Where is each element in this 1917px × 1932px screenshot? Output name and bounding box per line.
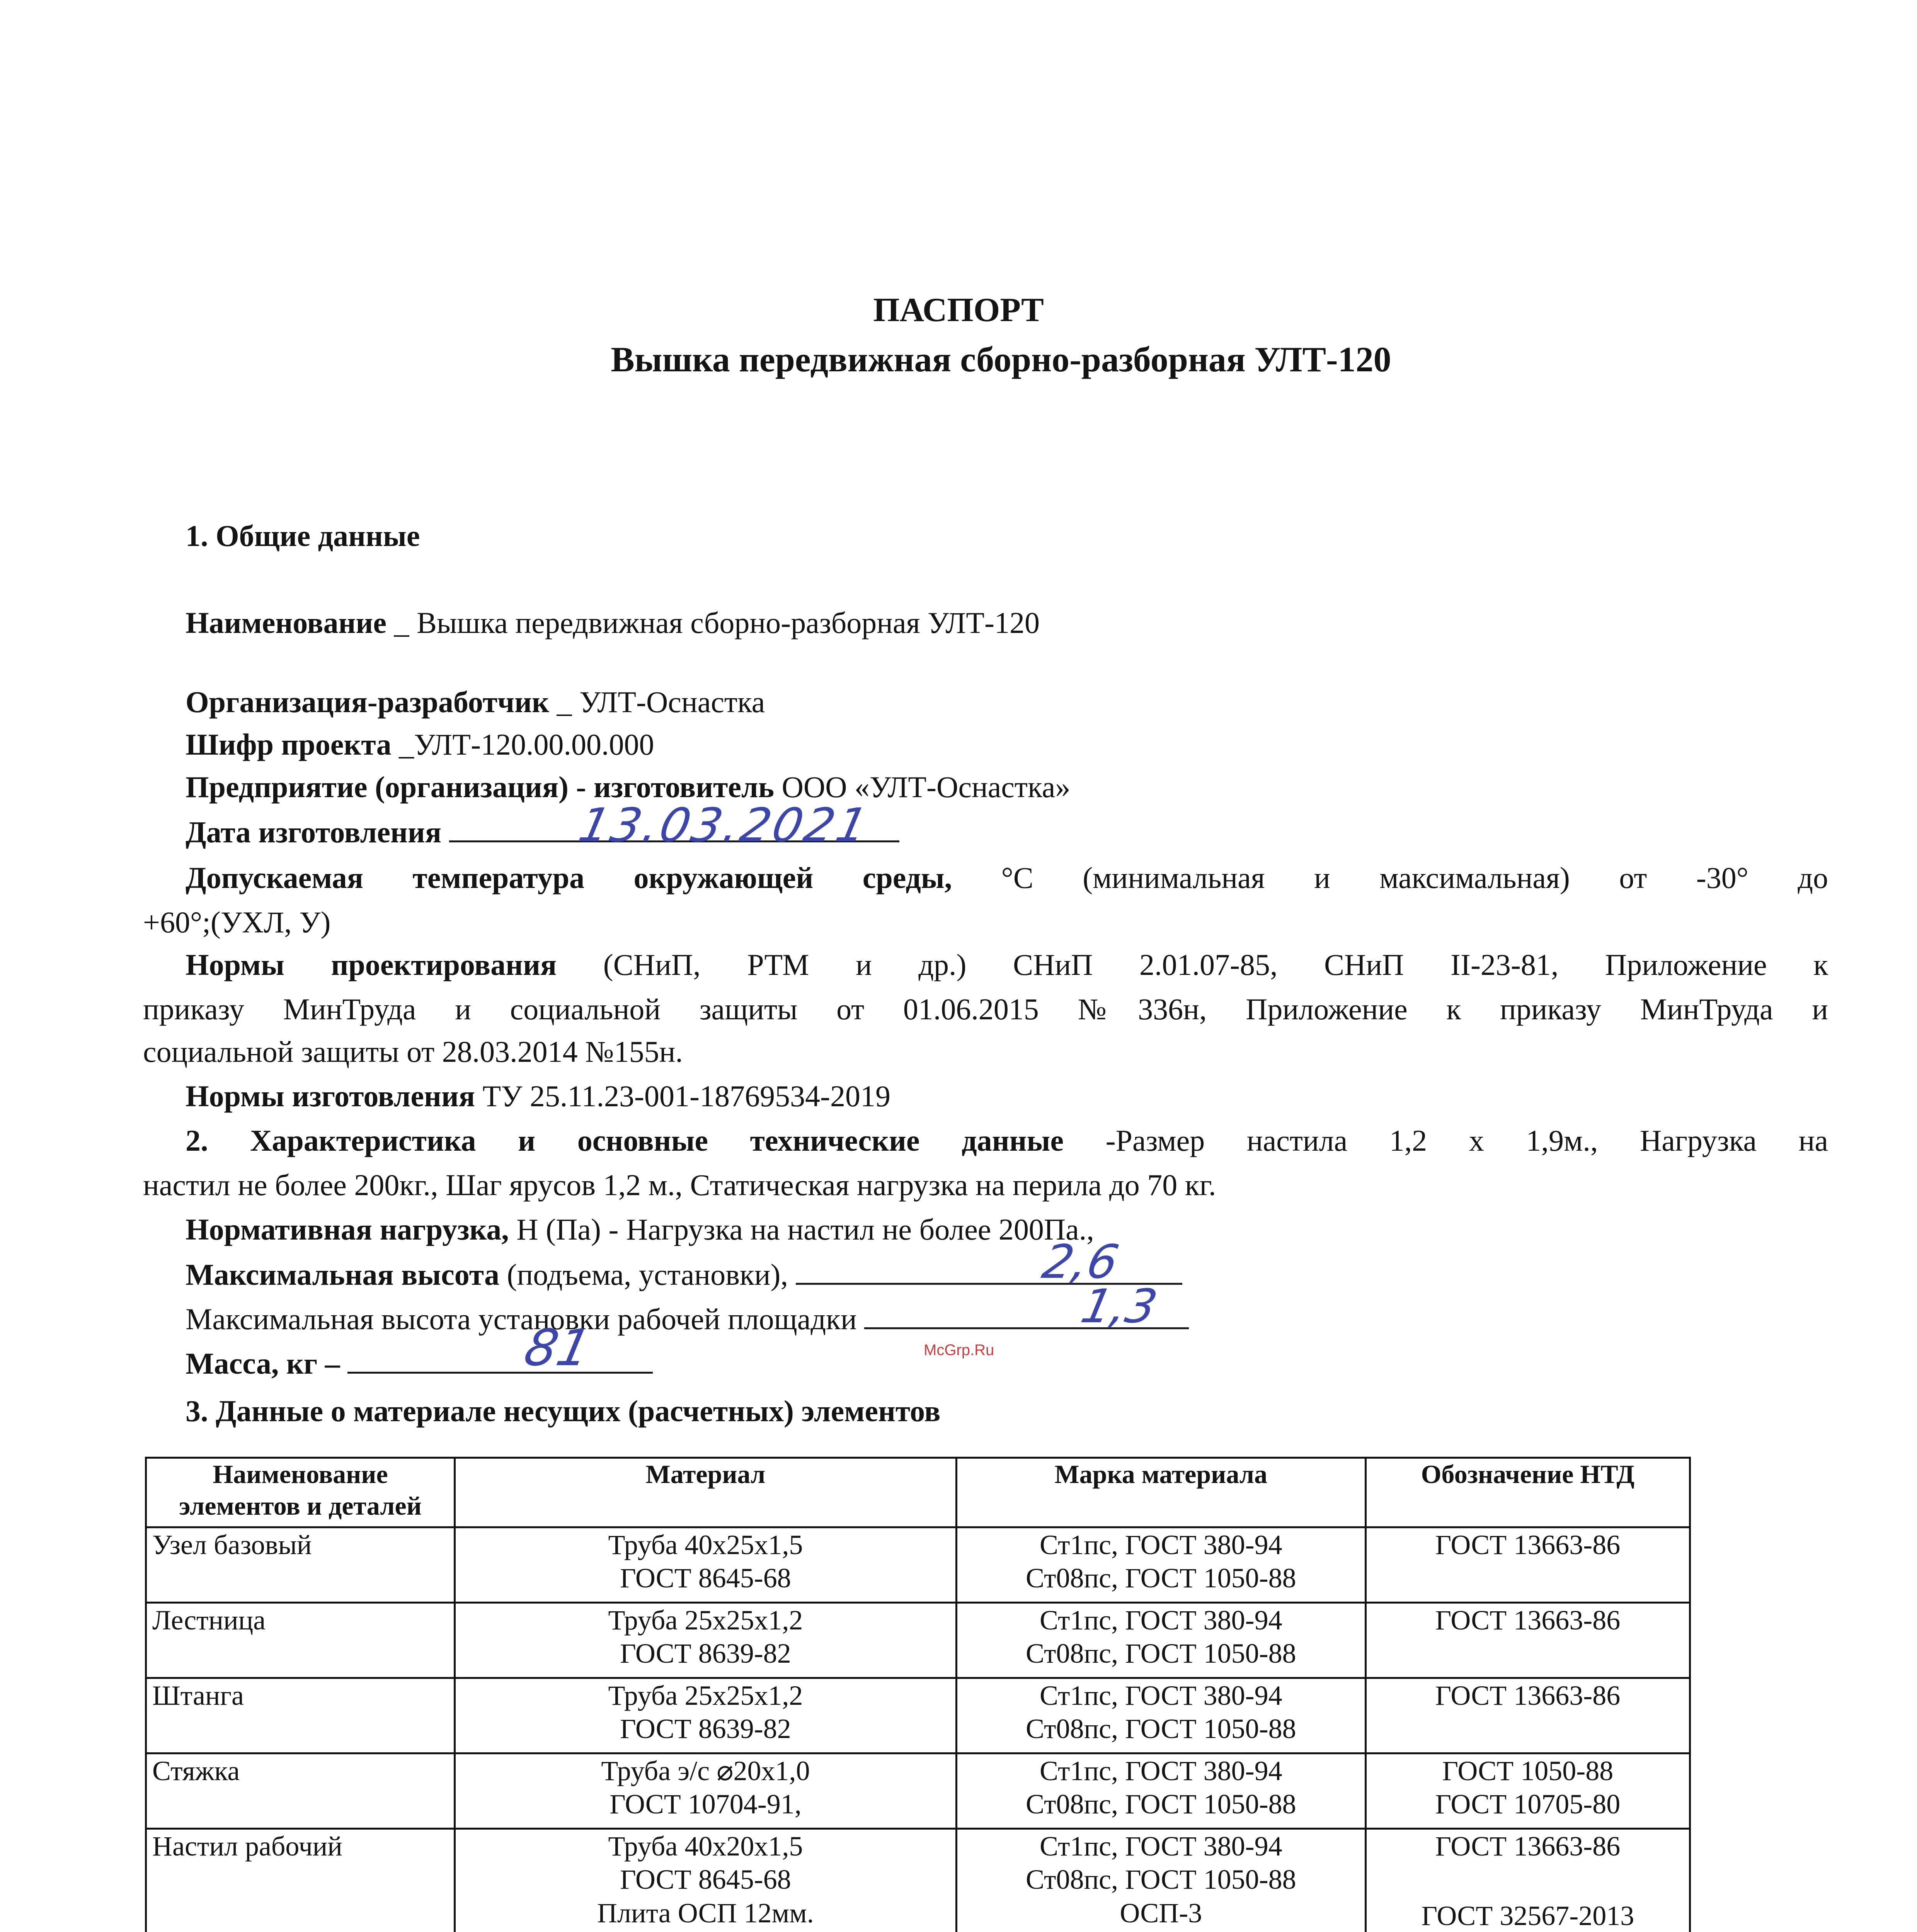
cell-line: Ст08пс, ГОСТ 1050-88 xyxy=(1025,1713,1296,1745)
table-cell-grade xyxy=(956,1753,1365,1829)
height-row xyxy=(186,1256,1182,1293)
section2-text-l2: настил не более 200кг., Шаг ярусов 1,2 м., Статическая нагрузка на перила до 70 кг. xyxy=(143,1168,1216,1202)
table-cell-name: Лестница xyxy=(146,1603,455,1678)
cell-line: ГОСТ 13663-86 xyxy=(1435,1680,1621,1711)
table-cell-ntd xyxy=(1365,1527,1690,1603)
mass-label: Масса, кг – xyxy=(186,1347,340,1380)
cell-line: Ст08пс, ГОСТ 1050-88 xyxy=(1025,1638,1296,1669)
table-cell-grade xyxy=(956,1678,1365,1753)
table-cell-ntd xyxy=(1365,1753,1690,1829)
table-row xyxy=(146,1753,1690,1829)
materials-table xyxy=(145,1457,1691,1932)
manufacturer-label: Предприятие (организация) - изготовитель xyxy=(186,770,775,804)
cell-line: Ст1пс, ГОСТ 380-94 xyxy=(1039,1755,1282,1786)
platform-handwritten: 1,3 xyxy=(1076,1280,1162,1333)
cell-line: ГОСТ 8639-82 xyxy=(620,1638,791,1669)
table-header-cell: Обозначение НТД xyxy=(1365,1458,1690,1527)
developer-row xyxy=(186,684,765,720)
date-handwritten: 13.03.2021 xyxy=(574,799,874,852)
name-label: Наименование xyxy=(186,606,386,639)
table-cell-ntd xyxy=(1365,1829,1690,1932)
table-header-row xyxy=(146,1458,1690,1527)
section1-heading: 1. Общие данные xyxy=(186,519,420,553)
table-cell-grade xyxy=(956,1527,1365,1603)
load-row xyxy=(186,1211,1094,1248)
temp-label: Допускаемая температура окружающей среды, xyxy=(186,861,952,895)
height-label: Максимальная высота xyxy=(186,1258,499,1291)
temp-row xyxy=(186,860,1828,896)
table-header-cell: Наименование элементов и деталей xyxy=(146,1458,455,1527)
table-header-cell: Материал xyxy=(455,1458,957,1527)
section2-row xyxy=(186,1122,1828,1159)
table-cell-name: Узел базовый xyxy=(146,1527,455,1603)
cell-line: ГОСТ 13663-86 xyxy=(1435,1529,1621,1560)
cipher-row xyxy=(186,726,654,763)
table-cell-name: Штанга xyxy=(146,1678,455,1753)
table-header-cell: Марка материала xyxy=(956,1458,1365,1527)
cell-line xyxy=(1372,1863,1684,1899)
cell-line: Ст1пс, ГОСТ 380-94 xyxy=(1039,1831,1282,1862)
table-cell-name: Стяжка xyxy=(146,1753,455,1829)
norms-l2: приказу МинТруда и социальной защиты от 01.06.2015 №336н, Приложение к приказу МинТруда и xyxy=(143,992,1828,1026)
norms-label: Нормы проектирования xyxy=(186,948,557,981)
table-row xyxy=(146,1829,1690,1932)
table-cell-ntd xyxy=(1365,1678,1690,1753)
temp-value-l1: °С (минимальная и максимальная) от -30° до xyxy=(1001,861,1828,895)
cell-line: Ст08пс, ГОСТ 1050-88 xyxy=(1025,1864,1296,1895)
load-label: Нормативная нагрузка, xyxy=(186,1213,509,1246)
norms-l1: (СНиП, РТМ и др.) СНиП 2.01.07-85, СНиП II-23-81, Приложение к xyxy=(603,948,1828,981)
mfg-norms-value: ТУ 25.11.23-001-18769534-2019 xyxy=(482,1079,890,1113)
norms-row xyxy=(186,947,1828,983)
cell-line: ГОСТ 10705-80 xyxy=(1435,1789,1621,1820)
cell-line: Ст1пс, ГОСТ 380-94 xyxy=(1039,1680,1282,1711)
table-cell-material xyxy=(455,1829,957,1932)
platform-label: Максимальная высота установки рабочей площадки xyxy=(186,1302,857,1336)
cell-line: ГОСТ 8645-68 xyxy=(620,1864,791,1895)
cell-line: Труба 40х25х1,5 xyxy=(608,1529,803,1560)
cell-line: ГОСТ 8645-68 xyxy=(620,1563,791,1594)
load-value: Н (Па) - Нагрузка на настил не более 200Па., xyxy=(516,1213,1094,1246)
name-value: _ Вышка передвижная сборно-разборная УЛТ-120 xyxy=(394,606,1040,639)
cell-line: Ст08пс, ГОСТ 1050-88 xyxy=(1025,1563,1296,1594)
table-cell-grade xyxy=(956,1603,1365,1678)
developer-value: _ УЛТ-Оснастка xyxy=(557,685,765,719)
height-handwritten: 2,6 xyxy=(1038,1235,1123,1289)
cell-line: Плита ОСП 12мм. xyxy=(597,1897,814,1929)
cell-line: ГОСТ 13663-86 xyxy=(1435,1605,1621,1636)
cell-line: Труба 25х25х1,2 xyxy=(608,1680,803,1711)
table-row xyxy=(146,1678,1690,1753)
cell-line: ГОСТ 32567-2013 xyxy=(1421,1900,1634,1932)
cell-line: ОСП-3 xyxy=(1120,1897,1202,1929)
cell-line: ГОСТ 13663-86 xyxy=(1435,1831,1621,1862)
table-cell-material xyxy=(455,1527,957,1603)
cell-line: Труба 40х20х1,5 xyxy=(608,1831,803,1862)
mass-blank xyxy=(347,1345,653,1374)
section2-heading: 2. Характеристика и основные технические данные xyxy=(186,1124,1064,1157)
table-cell-ntd xyxy=(1365,1603,1690,1678)
cell-line: Ст08пс, ГОСТ 1050-88 xyxy=(1025,1789,1296,1820)
cipher-value: _УЛТ-120.00.00.000 xyxy=(399,728,654,761)
watermark: McGrp.Ru xyxy=(924,1342,994,1359)
name-row xyxy=(186,605,1040,641)
page-title: Вышка передвижная сборно-разборная УЛТ-120 xyxy=(611,340,1391,379)
height-value: (подъема, установки), xyxy=(507,1258,788,1291)
cell-line: ГОСТ 10704-91, xyxy=(609,1789,802,1820)
cell-line: Труба э/с ⌀20х1,0 xyxy=(601,1755,810,1786)
doc-type-title: ПАСПОРТ xyxy=(873,291,1044,329)
table-cell-name: Настил рабочий xyxy=(146,1829,455,1932)
table-cell-grade xyxy=(956,1829,1365,1932)
norms-l3: социальной защиты от 28.03.2014 №155н. xyxy=(143,1035,683,1068)
table-cell-material xyxy=(455,1678,957,1753)
platform-row xyxy=(186,1300,1189,1337)
mfg-norms-label: Нормы изготовления xyxy=(186,1079,475,1113)
table-row xyxy=(146,1527,1690,1603)
cell-line: ГОСТ 1050-88 xyxy=(1442,1755,1614,1786)
cell-line: ГОСТ 8639-82 xyxy=(620,1713,791,1745)
section2-text-l1: -Размер настила 1,2 х 1,9м., Нагрузка на xyxy=(1105,1124,1828,1157)
cell-line: Труба 25х25х1,2 xyxy=(608,1605,803,1636)
table-cell-material xyxy=(455,1753,957,1829)
table-cell-material xyxy=(455,1603,957,1678)
temp-value-l2: +60°;(УХЛ, У) xyxy=(143,905,331,939)
table-row xyxy=(146,1603,1690,1678)
cell-line: Ст1пс, ГОСТ 380-94 xyxy=(1039,1529,1282,1560)
date-label: Дата изготовления xyxy=(186,815,442,849)
section3-heading: 3. Данные о материале несущих (расчетных) элементов xyxy=(186,1394,941,1428)
developer-label: Организация-разработчик xyxy=(186,685,549,719)
manufacturer-value: ООО «УЛТ-Оснастка» xyxy=(781,770,1071,804)
cipher-label: Шифр проекта xyxy=(186,728,392,761)
mfg-norms-row xyxy=(186,1078,890,1114)
cell-line: Ст1пс, ГОСТ 380-94 xyxy=(1039,1605,1282,1636)
mass-handwritten: 81 xyxy=(519,1318,596,1377)
